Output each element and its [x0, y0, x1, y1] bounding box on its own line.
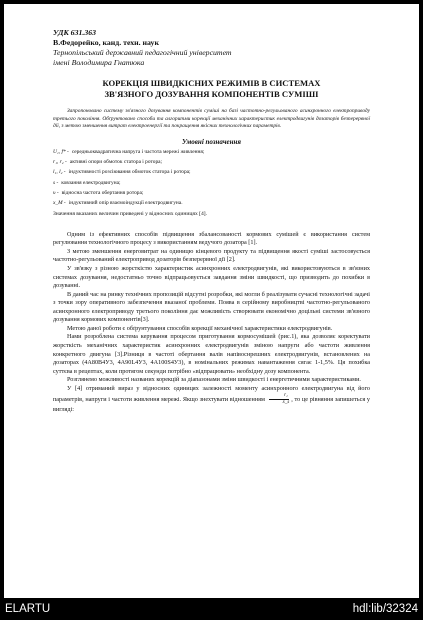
- body-paragraph: У зв'язку з різною жорсткістю характеристик асинхронних електродвигунів, які використовуються в зв'язних системах дозування, недостатньо точно відпрацьовується завдання зміни швидкості, що призводить до похибки в дозуванні.: [53, 265, 370, 290]
- body-paragraph-text: У [4] отриманий вираз у відносних одиницях залежності моменту асинхронного електродвигуна від його параметрів, напруги і частоти живлення мережі. Якщо знехтувати відношенням: [53, 384, 370, 404]
- udk-code: УДК 631.363: [53, 28, 97, 37]
- notation-symbol: U₁, f* -: [53, 148, 69, 155]
- notation-text: індуктивний опір взаємоіндукції електродвигуна.: [68, 200, 183, 207]
- notation-symbol: s -: [53, 179, 59, 186]
- formula-fraction: [269, 393, 290, 406]
- title-line-1: КОРЕКЦІЯ ШВИДКІСНИХ РЕЖИМІВ В СИСТЕМАХ: [102, 78, 321, 88]
- notation-symbol: l₁, l₂ -: [53, 169, 66, 176]
- body-paragraph: Розглянемо можливості названих корекцій за діапазонами зміни швидкості і енергетичними характеристиками.: [67, 376, 361, 384]
- notation-symbol: r₁, r₂ -: [53, 158, 67, 165]
- body-paragraph: В даний час на ринку технічних пропозицій відсутні розробки, які могли б реалізувати сучасні технологічні задачі з точки зору оперативного забезпечення вказаної проблеми. Поява в серійному виробництві частотно-регульованого асинхронного електроприводу третього покоління дає можливість створювати економічно доцільні системи зв'язного дозування кормових компонентів[3].: [53, 290, 370, 324]
- repository-label: ELARTU: [5, 603, 51, 615]
- notation-item: [53, 190, 370, 197]
- notation-item: [53, 200, 370, 207]
- notation-text: відносна частота обертання ротора;: [61, 190, 144, 197]
- notation-text: середньоквадратична напруга і частота мережі живлення;: [71, 148, 205, 155]
- notation-item: [53, 149, 370, 156]
- handle-identifier: hdl:lib/32324: [352, 603, 418, 615]
- article-title: [53, 78, 370, 100]
- notation-text: активні опори обмоток статора і ротора;: [69, 158, 163, 165]
- notation-list: [53, 149, 370, 218]
- body-paragraph: Метою даної роботи є обґрунтування способів корекції механічної характеристики електродвигунів.: [67, 324, 333, 332]
- notation-item: [53, 159, 370, 166]
- body-paragraph: Нами розроблена система керування процесом приготування кормосумішей (рис.1), яка дозволяє коректувати жорсткість механічних характеристик асинхронних електродвигунів зміною напруги або частоти живлення конкретного двигуна [3].Різниця в частоті обертання валів напівоснрешних електродвигунів, встановлених на дозаторах (4А80В4У3, 4А90L4У3, 4А100S4У3), в номінальних режимах навантаження сягає 1-1,5%. Ця похибка суттєва в рецептах, коли протягом секунди потрібно «відпрацювати» необхідну дозу компонента.: [53, 333, 370, 375]
- affiliation-line-2: імені Володимира Гнатюка: [53, 58, 145, 67]
- notation-symbol: υ -: [53, 190, 59, 197]
- abstract: Запропоновано систему зв'язного дозування компонентів суміші на базі частотно-регульованого асинхронного електроприводу третього покоління. Обґрунтовано способи та алгоритми корекції механічних характеристик електродвигунів дозаторів безперервної дії, з метою зменшення витрат електроенергії та покращення якісних технологічних параметрів.: [53, 108, 370, 129]
- notation-item: [53, 180, 370, 187]
- notation-text: ковзання електродвигуна;: [61, 179, 121, 186]
- notation-symbol: x_M -: [53, 200, 66, 207]
- affiliation-line-1: Тернопільський державний педагогічний університет: [53, 48, 232, 57]
- formula-denominator: x_s: [282, 400, 290, 406]
- formula-tail: , то це рівняння запишеться у вигляді:: [53, 396, 370, 414]
- body-paragraph: З метою зменшення енерговитрат на одиницю кінцевого продукту та підвищення якості суміші застосовується частотно-регульований електропривод дозаторів безперервної дії [2].: [53, 247, 370, 264]
- notation-text: індуктивності розсіювання обмоток статора і ротора;: [68, 169, 191, 176]
- footer-bar: [0, 601, 423, 620]
- formula-numerator: r₁: [269, 393, 289, 400]
- body-paragraph: Одним із ефективних способів підвищення збалансованості кормових сумішей є використання систем регулювання технологічного процесу з використанням ведучого дозатора [1].: [53, 230, 370, 247]
- notation-item: [53, 169, 370, 176]
- title-line-2: ЗВ'ЯЗНОГО ДОЗУВАННЯ КОМПОНЕНТІВ СУМІШІ: [104, 89, 319, 99]
- notation-note: Значення вказаних величин приведені у відносних одиницях [4].: [53, 210, 208, 217]
- author-line: В.Федорейко, канд. техн. наук: [53, 38, 159, 47]
- article-body: [53, 231, 370, 415]
- notation-heading: Умовні позначення: [181, 137, 241, 146]
- body-paragraph-last: [53, 385, 370, 415]
- document-page: [4, 4, 419, 598]
